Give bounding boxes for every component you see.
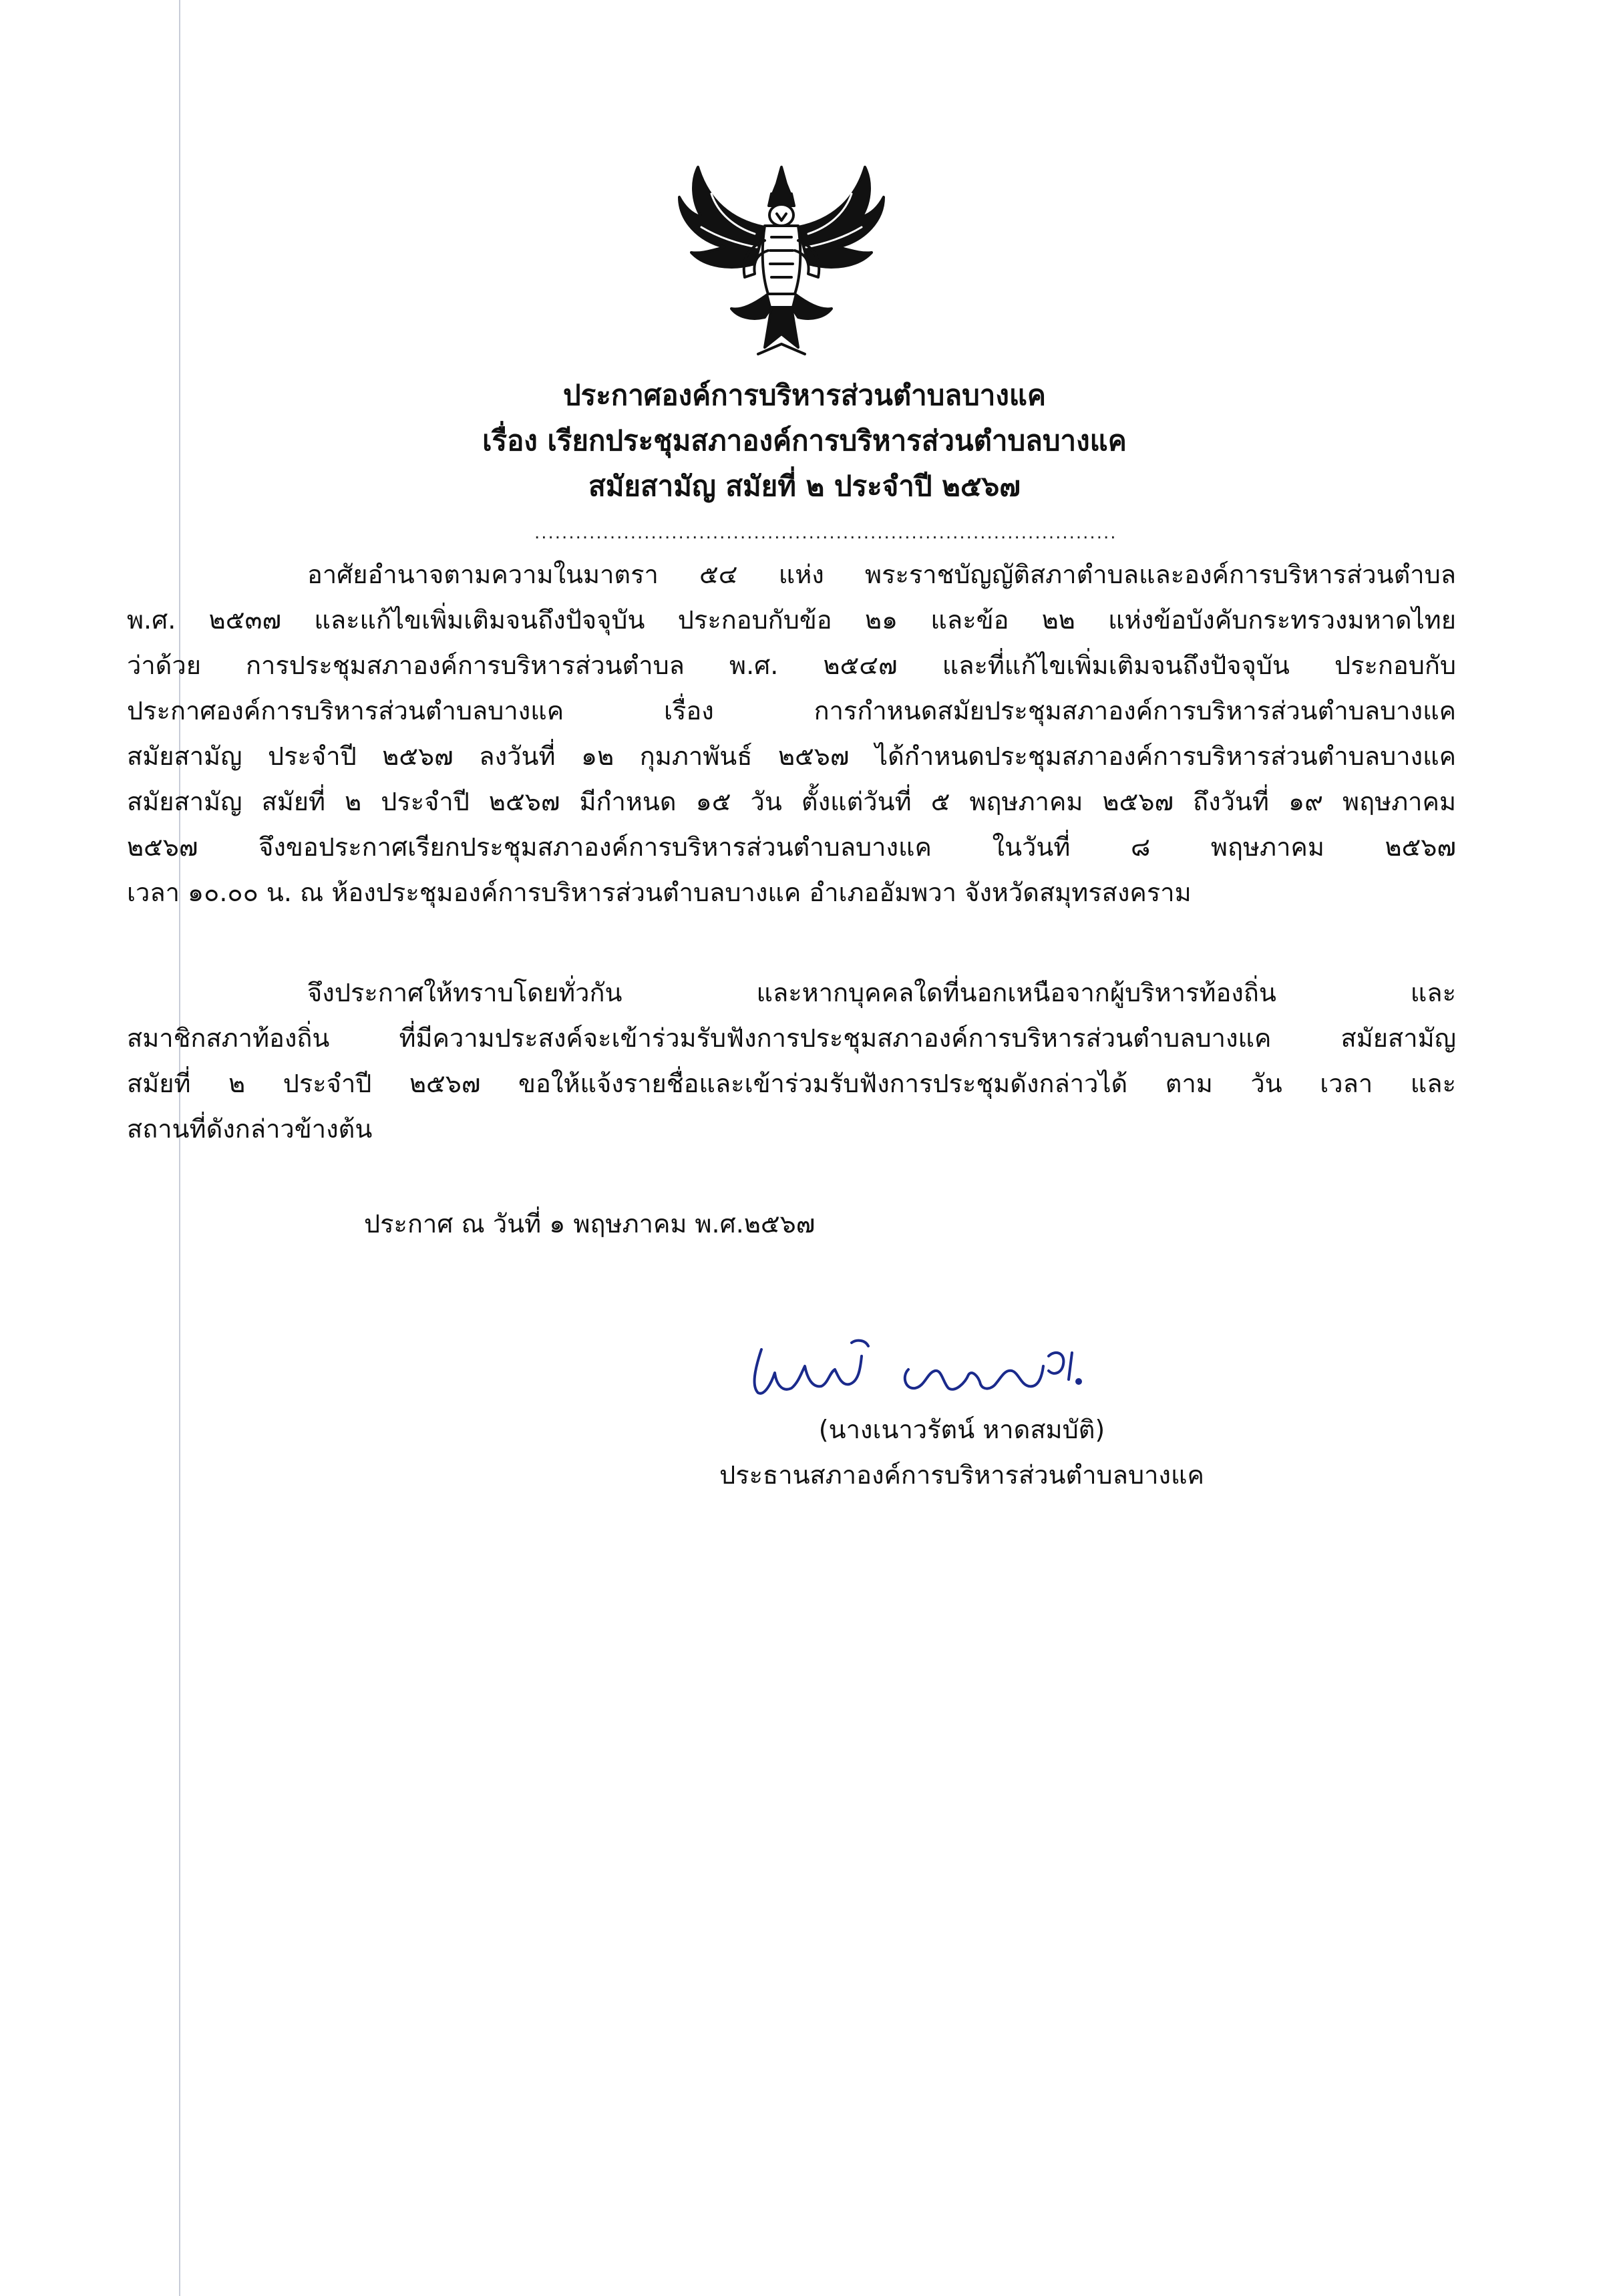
- para1-line-6: สมัยสามัญ สมัยที่ ๒ ประจำปี ๒๕๖๗ มีกำหนด ๑๕ วัน ตั้งแต่วันที่ ๕ พฤษภาคม ๒๕๖๗ ถึงวันที่ ๑๙ พฤษภาคม: [127, 787, 1456, 816]
- para2-line-1: จึงประกาศให้ทราบโดยทั่วกัน และหากบุคคลใดที่นอกเหนือจากผู้บริหารท้องถิ่น และ: [307, 978, 1456, 1007]
- para1-line-5: สมัยสามัญ ประจำปี ๒๕๖๗ ลงวันที่ ๑๒ กุมภาพันธ์ ๒๕๖๗ ได้กำหนดประชุมสภาองค์การบริหารส่วนตำบลบางแค: [127, 742, 1456, 771]
- garuda-emblem: [671, 154, 892, 367]
- title-divider: .....................................................................................: [534, 523, 1117, 543]
- para2-line-2: สมาชิกสภาท้องถิ่น ที่มีความประสงค์จะเข้าร่วมรับฟังการประชุมสภาองค์การบริหารส่วนตำบลบางแค สมัยสามัญ: [127, 1023, 1456, 1053]
- announcement-date: ประกาศ ณ วันที่ ๑ พฤษภาคม พ.ศ.๒๕๖๗: [364, 1209, 816, 1239]
- title-line-1: ประกาศองค์การบริหารส่วนตำบลบางแค: [562, 379, 1046, 412]
- para1-line-1: อาศัยอำนาจตามความในมาตรา ๕๔ แห่ง พระราชบัญญัติสภาตำบลและองค์การบริหารส่วนตำบล: [307, 560, 1456, 589]
- para1-line-7: ๒๕๖๗ จึงขอประกาศเรียกประชุมสภาองค์การบริหารส่วนตำบลบางแค ในวันที่ ๘ พฤษภาคม ๒๕๖๗: [127, 832, 1456, 862]
- para1-line-8: เวลา ๑๐.๐๐ น. ณ ห้องประชุมองค์การบริหารส่วนตำบลบางแค อำเภออัมพวา จังหวัดสมุทรสงคราม: [127, 878, 1192, 907]
- title-line-2: เรื่อง เรียกประชุมสภาองค์การบริหารส่วนตำบลบางแค: [482, 424, 1127, 457]
- para1-line-2: พ.ศ. ๒๕๓๗ และแก้ไขเพิ่มเติมจนถึงปัจจุบัน ประกอบกับข้อ ๒๑ และข้อ ๒๒ แห่งข้อบังคับกระทรวงมหาดไทย: [127, 605, 1456, 635]
- handwritten-signature: [735, 1329, 1109, 1410]
- para2-line-4: สถานที่ดังกล่าวข้างต้น: [127, 1114, 373, 1144]
- para2-line-3: สมัยที่ ๒ ประจำปี ๒๕๖๗ ขอให้แจ้งรายชื่อและเข้าร่วมรับฟังการประชุมดังกล่าวได้ ตาม วัน เวลา และ: [127, 1069, 1456, 1098]
- para1-line-3: ว่าด้วย การประชุมสภาองค์การบริหารส่วนตำบล พ.ศ. ๒๕๔๗ และที่แก้ไขเพิ่มเติมจนถึงปัจจุบัน ประกอบกับ: [127, 651, 1456, 680]
- signatory-position: ประธานสภาองค์การบริหารส่วนตำบลบางแค: [719, 1460, 1204, 1490]
- title-line-3: สมัยสามัญ สมัยที่ ๒ ประจำปี ๒๕๖๗: [588, 470, 1021, 502]
- para1-line-4: ประกาศองค์การบริหารส่วนตำบลบางแค เรื่อง การกำหนดสมัยประชุมสภาองค์การบริหารส่วนตำบลบางแค: [127, 696, 1456, 725]
- signatory-name: (นางเนาวรัตน์ หาดสมบัติ): [818, 1415, 1105, 1444]
